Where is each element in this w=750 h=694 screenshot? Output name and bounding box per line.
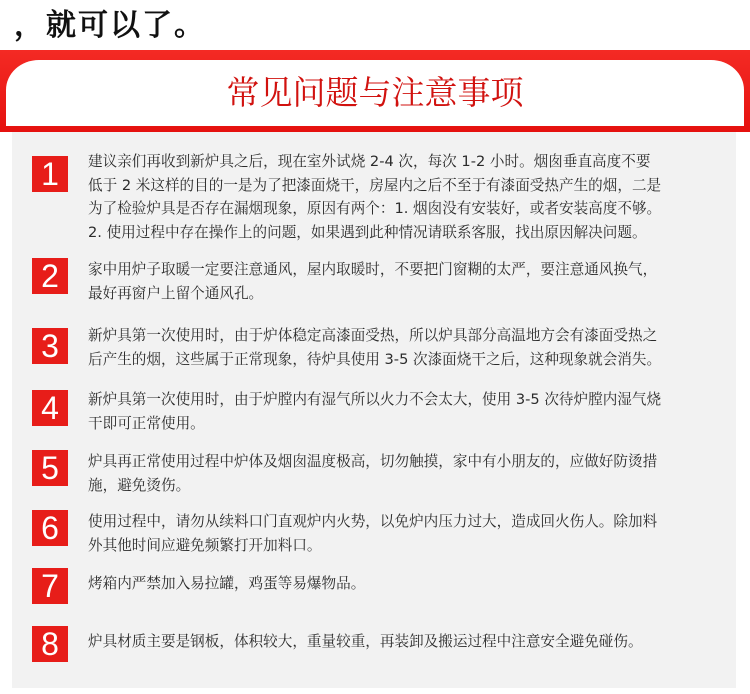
- item-number-badge: 1: [32, 156, 68, 192]
- item-text-line: 家中用炉子取暖一定要注意通风，屋内取暖时，不要把门窗糊的太严，要注意通风换气，: [88, 261, 658, 278]
- item-number-badge: 8: [32, 626, 68, 662]
- item-text-line: 施，避免烫伤。: [88, 476, 191, 494]
- item-text: [88, 150, 740, 244]
- item-number-badge: 4: [32, 390, 68, 426]
- item-number-badge: 6: [32, 510, 68, 546]
- item-text-line: 最好再窗户上留个通风孔。: [88, 284, 264, 302]
- banner-title-panel: [6, 60, 744, 126]
- item-text-line: 新炉具第一次使用时，由于炉体稳定高漆面受热，所以炉具部分高温地方会有漆面受热之: [88, 327, 658, 344]
- item-number-badge: 3: [32, 328, 68, 364]
- item-text: [88, 450, 740, 497]
- faq-list: [12, 132, 736, 688]
- item-text-line: 炉具材质主要是钢板，体积较大，重量较重，再装卸及搬运过程中注意安全避免碰伤。: [88, 633, 643, 650]
- item-text: [88, 510, 740, 557]
- item-number-badge: 2: [32, 258, 68, 294]
- item-text: [88, 630, 740, 654]
- item-text-line: 低于 2 米这样的目的一是为了把漆面烧干，房屋内之后不至于有漆面受热产生的烟，二是: [88, 176, 662, 194]
- item-text-line: 2. 使用过程中存在操作上的问题，如果遇到此种情况请联系客服，找出原因解决问题。: [88, 223, 647, 241]
- item-number-badge: 5: [32, 450, 68, 486]
- item-text-line: 外其他时间应避免频繁打开加料口。: [88, 536, 322, 554]
- item-text-line: 后产生的烟，这些属于正常现象，待炉具使用 3-5 次漆面烧干之后，这种现象就会消失。: [88, 350, 662, 368]
- item-text: [88, 388, 740, 435]
- item-text-line: 建议亲们再收到新炉具之后，现在室外试烧 2-4 次，每次 1-2 小时。烟囱垂直高度不要: [88, 153, 651, 170]
- item-text: [88, 572, 740, 596]
- item-number-badge: 7: [32, 568, 68, 604]
- item-text-line: 新炉具第一次使用时，由于炉膛内有湿气所以火力不会太大，使用 3-5 次待炉膛内湿气烧: [88, 391, 662, 408]
- item-text: [88, 258, 740, 305]
- item-text-line: 为了检验炉具是否存在漏烟现象，原因有两个：1. 烟囱没有安装好，或者安装高度不够。: [88, 200, 662, 217]
- section-banner: [0, 50, 750, 132]
- item-text: [88, 324, 740, 371]
- item-text-line: 干即可正常使用。: [88, 414, 205, 432]
- top-text-fragment: ，就可以了。: [14, 8, 206, 43]
- item-text-line: 烤箱内严禁加入易拉罐，鸡蛋等易爆物品。: [88, 575, 366, 592]
- section-title: 常见问题与注意事项: [226, 73, 524, 112]
- item-text-line: 炉具再正常使用过程中炉体及烟囱温度极高，切勿触摸，家中有小朋友的，应做好防烫措: [88, 453, 658, 470]
- item-text-line: 使用过程中，请勿从续料口门直观炉内火势，以免炉内压力过大，造成回火伤人。除加料: [88, 513, 658, 530]
